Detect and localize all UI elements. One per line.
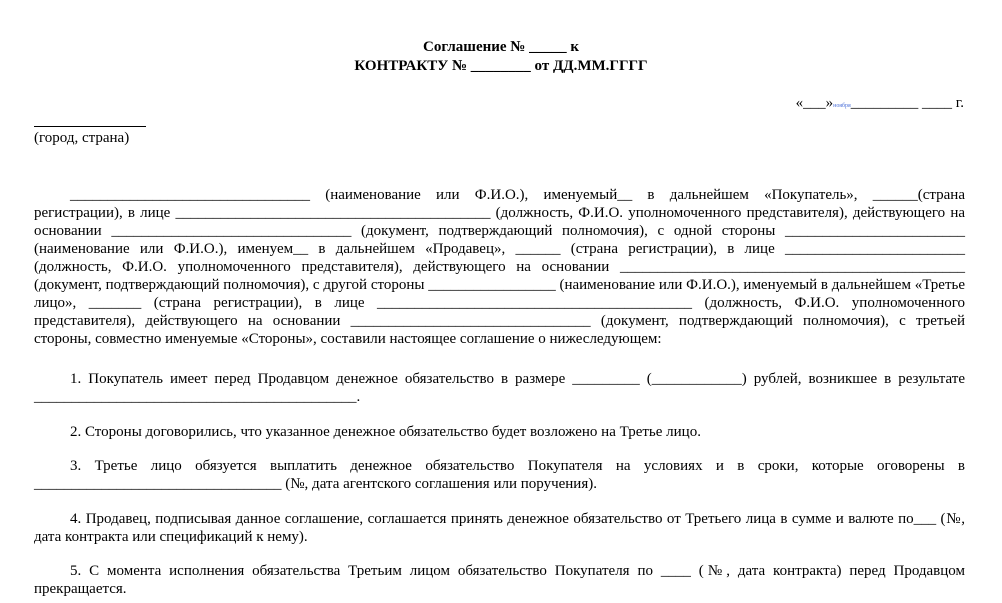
date-line bbox=[796, 94, 964, 115]
clause-1: 1. Покупатель имеет перед Продавцом денежное обязательство в размере _________ (____________) рублей, возникшее в результате ___________________________________________. bbox=[34, 371, 965, 405]
date-day-field: «___» bbox=[795, 95, 834, 111]
clause-5: 5. С момента исполнения обязательства Третьим лицом обязательство Покупателя по ____ (№, дата контракта) перед Продавцом прекращается. bbox=[34, 563, 965, 597]
document-title-line-2: КОНТРАКТУ № ________ от ДД.ММ.ГГГГ bbox=[354, 58, 648, 74]
date-month-year-field: _________ ____ г. bbox=[850, 95, 964, 111]
date-month-mark: ноября bbox=[833, 103, 851, 109]
clause-2: 2. Стороны договорились, что указанное денежное обязательство будет возложено на Третье лицо. bbox=[70, 424, 701, 440]
city-blank-line bbox=[34, 126, 146, 127]
preamble-paragraph: ________________________________ (наименование или Ф.И.О.), именуемый__ в дальнейшем «Покупатель», ______(страна регистрации), в лице __________________________________________ (должность, Ф.И.О. уполномоченного представителя), действующего на основании ________________________________ (документ, подтверждающий полномочия), с одной стороны ________________________ (наименование или Ф.И.О.), именуем__ в дальнейшем «Продавец», ______ (страна регистрации), в лице ________________________ (должность, Ф.И.О. уполномоченного представителя), действующего на основании ______________________________________________ (документ, подтверждающий полномочия), с другой стороны _________________ (наименование или Ф.И.О.), именуемый в дальнейшем «Третье лицо», _______ (страна регистрации), в лице __________________________________________ (должность, Ф.И.О. уполномоченного представителя), действующего на основании ________________________________ (документ, подтверждающий полномочия), с третьей стороны, совместно именуемые «Стороны», составили настоящее соглашение о нижеследующем: bbox=[34, 187, 965, 347]
clause-3: 3. Третье лицо обязуется выплатить денежное обязательство Покупателя на условиях и в сроки, которые оговорены в _________________________________ (№, дата агентского соглашения или поручения). bbox=[34, 458, 965, 492]
document-title-line-1: Соглашение № _____ к bbox=[422, 39, 580, 55]
clause-4: 4. Продавец, подписывая данное соглашение, соглашается принять денежное обязательство от Третьего лица в сумме и валюте по___ (№, дата контракта или спецификаций к нему). bbox=[34, 511, 965, 545]
city-country-label: (город, страна) bbox=[34, 130, 130, 146]
